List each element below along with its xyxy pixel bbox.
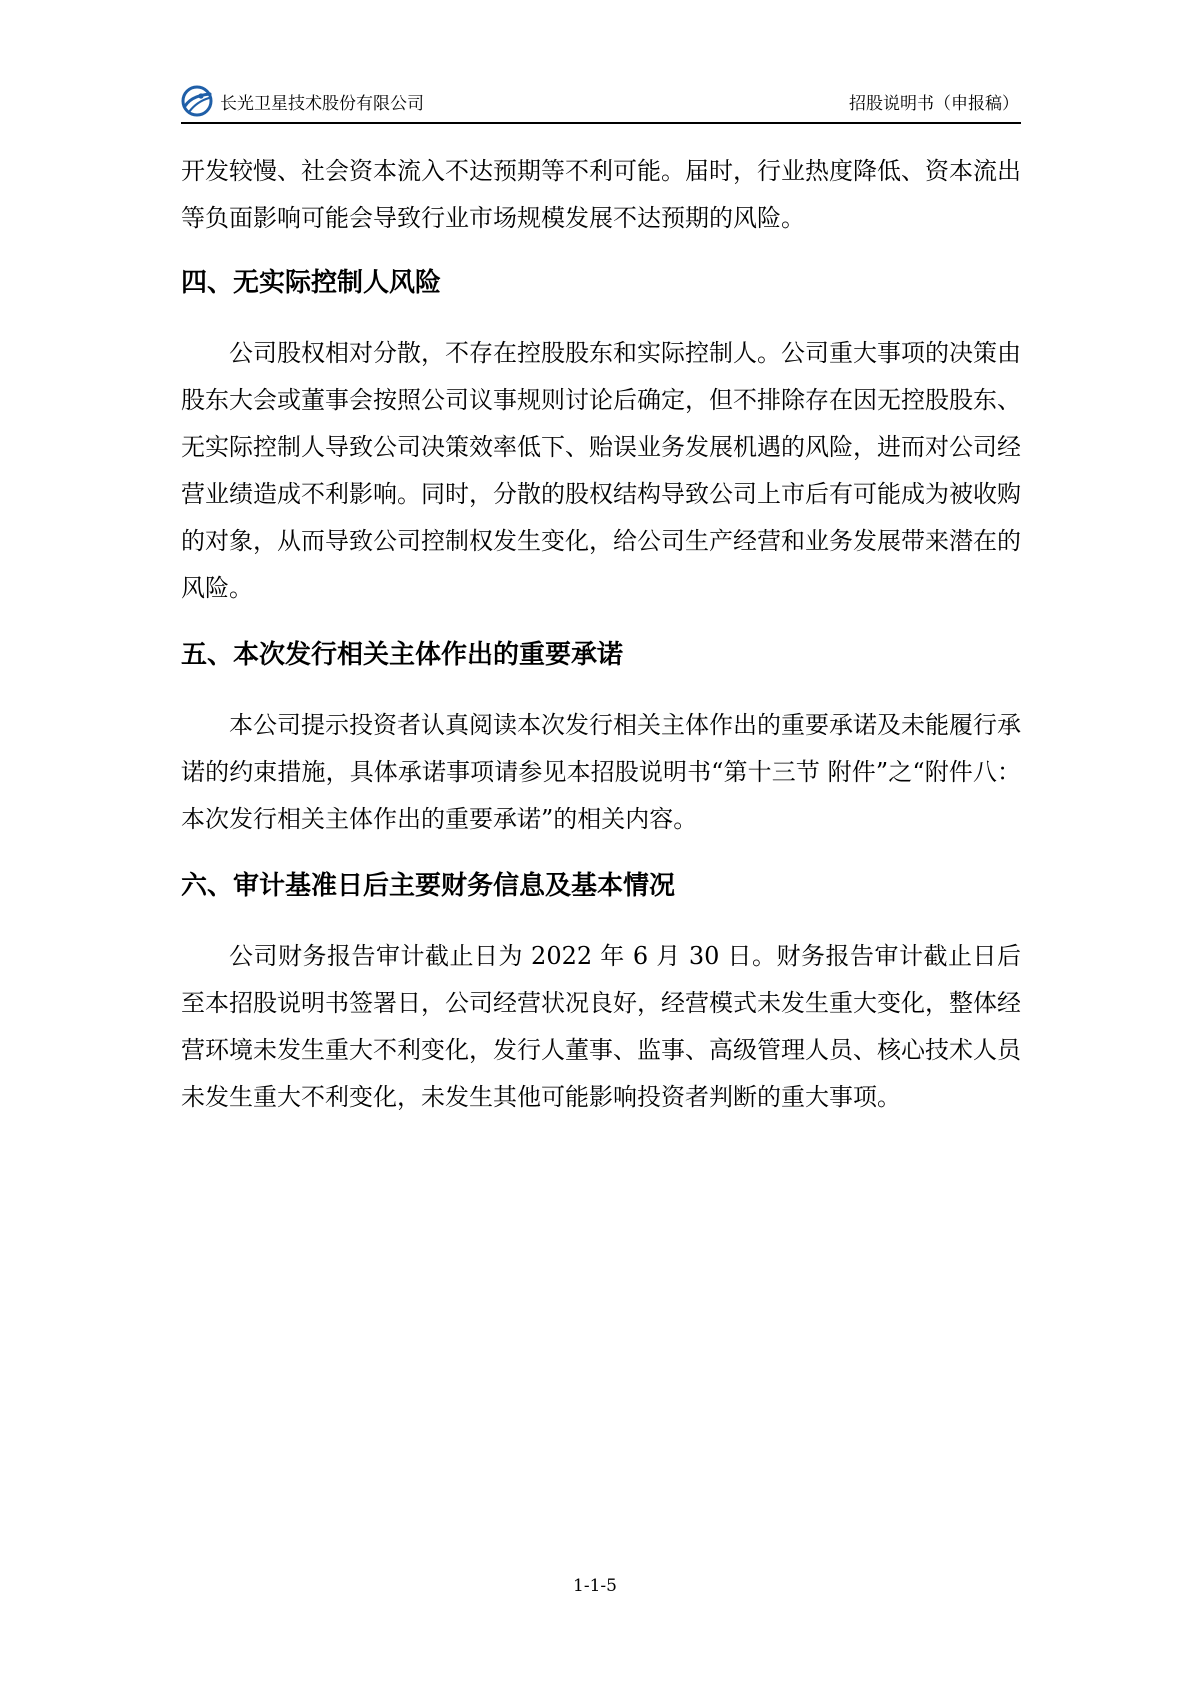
section-paragraph-5: 本公司提示投资者认真阅读本次发行相关主体作出的重要承诺及未能履行承诺的约束措施，具体承诺事项请参见本招股说明书“第十三节 附件”之“附件八：本次发行相关主体作出的重要承诺”的相关内容。 — [181, 711, 1021, 833]
section-heading-5: 五、本次发行相关主体作出的重要承诺 — [181, 640, 624, 670]
section-heading-4: 四、无实际控制人风险 — [181, 268, 442, 298]
section-heading-6: 六、审计基准日后主要财务信息及基本情况 — [181, 871, 676, 901]
company-logo-icon — [181, 85, 213, 117]
section-paragraph-4: 公司股权相对分散，不存在控股股东和实际控制人。公司重大事项的决策由股东大会或董事会按照公司议事规则讨论后确定，但不排除存在因无控股股东、无实际控制人导致公司决策效率低下、贻误业务发展机遇的风险，进而对公司经营业绩造成不利影响。同时，分散的股权结构导致公司上市后有可能成为被收购的对象，从而导致公司控制权发生变化，给公司生产经营和业务发展带来潜在的风险。 — [181, 339, 1021, 602]
section-paragraph-6: 公司财务报告审计截止日为 2022 年 6 月 30 日。财务报告审计截止日后至本招股说明书签署日，公司经营状况良好，经营模式未发生重大变化，整体经营环境未发生重大不利变化，发行人董事、监事、高级管理人员、核心技术人员未发生重大不利变化，未发生其他可能影响投资者判断的重大事项。 — [181, 942, 1021, 1111]
page-header — [181, 82, 1021, 124]
company-name: 长光卫星技术股份有限公司 — [220, 94, 424, 114]
page-number: 1-1-5 — [573, 1576, 617, 1596]
document-title: 招股说明书（申报稿） — [849, 94, 1019, 114]
continuation-paragraph: 开发较慢、社会资本流入不达预期等不利可能。届时，行业热度降低、资本流出等负面影响可能会导致行业市场规模发展不达预期的风险。 — [181, 157, 1021, 232]
document-body — [181, 148, 1021, 1121]
